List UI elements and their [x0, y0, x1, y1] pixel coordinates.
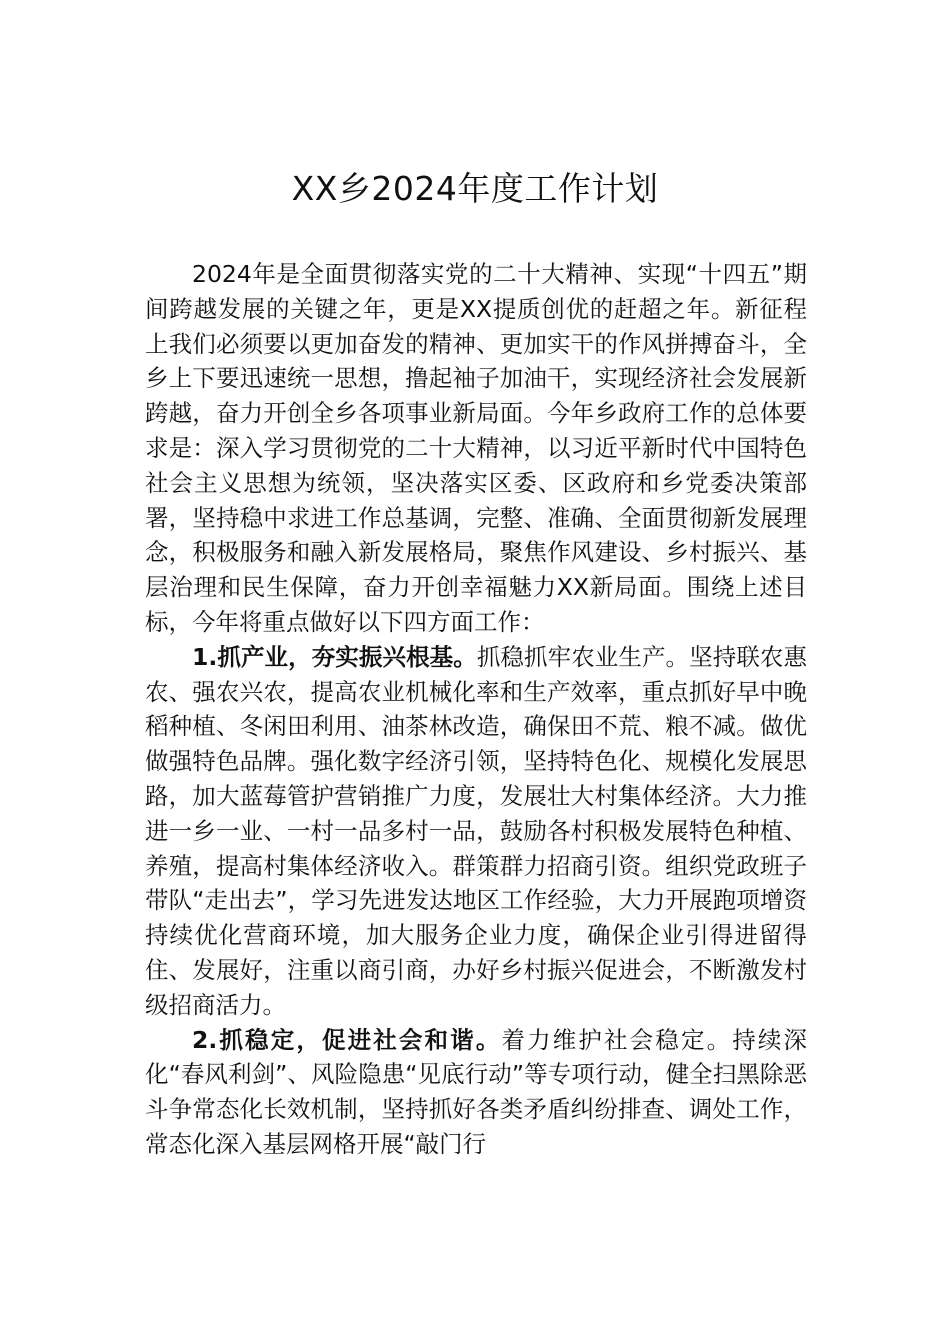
- intro-paragraph: 2024年是全面贯彻落实党的二十大精神、实现“十四五”期间跨越发展的关键之年，更是XX提质创优的赶超之年。新征程上我们必须要以更加奋发的精神、更加实干的作风拼搏奋斗，全乡上下要迅速统一思想，撸起袖子加油干，实现经济社会发展新跨越，奋力开创全乡各项事业新局面。今年乡政府工作的总体要求是：深入学习贯彻党的二十大精神，以习近平新时代中国特色社会主义思想为统领，坚决落实区委、区政府和乡党委决策部署，坚持稳中求进工作总基调，完整、准确、全面贯彻新发展理念，积极服务和融入新发展格局，聚焦作风建设、乡村振兴、基层治理和民生保障，奋力开创幸福魅力XX新局面。围绕上述目标，今年将重点做好以下四方面工作：: [145, 260, 807, 636]
- document-title: XX乡2024年度工作计划: [291, 169, 659, 208]
- section-text-2: 着力维护社会稳定。持续深化“春风利剑”、风险隐患“见底行动”等专项行动，健全扫黑除恶斗争常态化长效机制，坚持抓好各类矛盾纠纷排查、调处工作，常态化深入基层网格开展“敲门行: [145, 1025, 808, 1158]
- section-paragraph-2: [145, 1023, 807, 1162]
- section-paragraph-1: [145, 640, 807, 1023]
- document-body: [145, 257, 807, 1162]
- section-heading-1: 1.抓产业，夯实振兴根基。: [192, 642, 477, 671]
- section-heading-2: 2.抓稳定，促进社会和谐。: [192, 1025, 502, 1054]
- section-text-1: 抓稳抓牢农业生产。坚持联农惠农、强农兴农，提高农业机械化率和生产效率，重点抓好早中晚稻种植、冬闲田利用、油茶林改造，确保田不荒、粮不减。做优做强特色品牌。强化数字经济引领，坚持特色化、规模化发展思路，加大蓝莓管护营销推广力度，发展壮大村集体经济。大力推进一乡一业、一村一品多村一品，鼓励各村积极发展特色种植、养殖，提高村集体经济收入。群策群力招商引资。组织党政班子带队“走出去”，学习先进发达地区工作经验，大力开展跑项增资持续优化营商环境，加大服务企业力度，确保企业引得进留得住、发展好，注重以商引商，办好乡村振兴促进会，不断激发村级招商活力。: [145, 642, 807, 1019]
